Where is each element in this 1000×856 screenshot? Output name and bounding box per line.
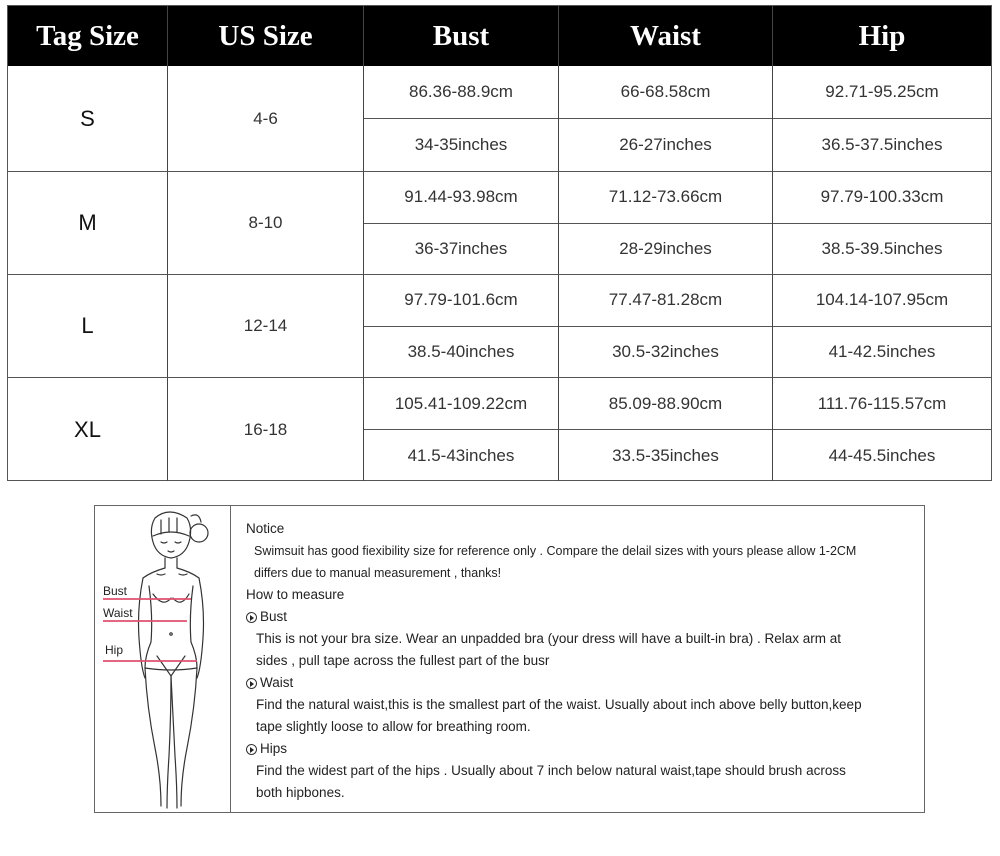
circle-arrow-right-icon bbox=[246, 678, 257, 689]
table-row-s bbox=[8, 66, 991, 172]
waist-inches-cell: 30.5-32inches bbox=[612, 341, 719, 361]
section-title-text: Bust bbox=[260, 609, 288, 624]
waist-inches-cell: 26-27inches bbox=[619, 135, 712, 154]
section-bust-title bbox=[246, 606, 924, 628]
hip-cm-cell: 97.79-100.33cm bbox=[773, 172, 991, 224]
bust-column bbox=[364, 172, 559, 274]
header-tag-size: Tag Size bbox=[8, 6, 168, 66]
header-hip: Hip bbox=[858, 19, 906, 52]
tag-size-cell: XL bbox=[8, 378, 168, 481]
notice-title: Notice bbox=[246, 521, 285, 536]
tag-size-cell: S bbox=[8, 66, 168, 171]
hip-cm-cell: 111.76-115.57cm bbox=[773, 378, 991, 430]
section-title-text: Waist bbox=[260, 675, 294, 690]
bust-inches-cell: 36-37inches bbox=[414, 238, 508, 258]
section-waist-title bbox=[246, 672, 924, 694]
header-us-size: US Size bbox=[168, 6, 364, 66]
waist-column bbox=[559, 378, 773, 481]
how-to-measure-heading: How to measure bbox=[246, 587, 345, 602]
hip-column bbox=[773, 378, 991, 481]
hip-inches-cell: 36.5-37.5inches bbox=[821, 135, 943, 154]
hip-column bbox=[773, 66, 991, 171]
figure-label-bust: Bust bbox=[103, 584, 128, 598]
us-size-cell: 8-10 bbox=[168, 172, 364, 274]
notice-text-panel bbox=[231, 506, 924, 812]
size-chart-table bbox=[7, 5, 992, 481]
bust-inches-cell: 38.5-40inches bbox=[407, 341, 515, 361]
section-waist-line: tape slightly loose to allow for breathing room. bbox=[256, 719, 531, 734]
tag-size-cell: L bbox=[8, 275, 168, 377]
hip-cm-cell: 104.14-107.95cm bbox=[773, 275, 991, 327]
header-waist: Waist bbox=[559, 6, 773, 66]
section-waist-line: Find the natural waist,this is the smallest part of the waist. Usually about inch above belly button,keep bbox=[256, 697, 862, 712]
body-figure-illustration bbox=[95, 506, 231, 812]
section-hips-line: both hipbones. bbox=[256, 785, 345, 800]
table-row-l bbox=[8, 275, 991, 378]
body-figure-panel bbox=[95, 506, 231, 812]
measurement-notice-box bbox=[94, 505, 925, 813]
bust-column bbox=[364, 378, 559, 481]
table-body bbox=[8, 66, 991, 481]
tag-size-cell: M bbox=[8, 172, 168, 274]
table-row-xl bbox=[8, 378, 991, 481]
section-bust-line: sides , pull tape across the fullest part of the busr bbox=[256, 653, 550, 668]
bust-cm-cell: 86.36-88.9cm bbox=[364, 66, 558, 119]
waist-cm-cell: 77.47-81.28cm bbox=[559, 275, 772, 327]
hip-inches-cell: 44-45.5inches bbox=[828, 445, 936, 465]
waist-cm-cell: 85.09-88.90cm bbox=[559, 378, 772, 430]
table-row-m bbox=[8, 172, 991, 275]
us-size-cell: 4-6 bbox=[168, 66, 364, 171]
hip-cm-cell: 92.71-95.25cm bbox=[773, 66, 991, 119]
hip-column bbox=[773, 275, 991, 377]
section-hips-title bbox=[246, 738, 924, 760]
hip-inches-cell: 41-42.5inches bbox=[828, 341, 936, 361]
bust-cm-cell: 91.44-93.98cm bbox=[364, 172, 558, 224]
bust-column bbox=[364, 275, 559, 377]
figure-label-waist: Waist bbox=[103, 606, 133, 620]
waist-column bbox=[559, 172, 773, 274]
waist-cm-cell: 66-68.58cm bbox=[559, 66, 772, 119]
section-hips-line: Find the widest part of the hips . Usually about 7 inch below natural waist,tape should brush across bbox=[256, 763, 846, 778]
waist-column bbox=[559, 66, 773, 171]
notice-line-1: Swimsuit has good fiexibility size for reference only . Compare the delail sizes with yours please allow 1-2CM bbox=[254, 544, 857, 558]
section-title-text: Hips bbox=[260, 741, 288, 756]
waist-column bbox=[559, 275, 773, 377]
circle-arrow-right-icon bbox=[246, 744, 257, 755]
waist-inches-cell: 28-29inches bbox=[619, 238, 712, 258]
bust-inches-cell: 41.5-43inches bbox=[407, 445, 515, 465]
table-header-row bbox=[8, 6, 991, 66]
waist-inches-cell: 33.5-35inches bbox=[612, 445, 719, 465]
header-bust: Bust bbox=[364, 6, 559, 66]
section-bust-line: This is not your bra size. Wear an unpadded bra (your dress will have a built-in bra) . Relax arm at bbox=[256, 631, 842, 646]
bust-inches-cell: 34-35inches bbox=[414, 135, 508, 154]
figure-label-hip: Hip bbox=[105, 643, 124, 657]
hip-column bbox=[773, 172, 991, 274]
hip-inches-cell: 38.5-39.5inches bbox=[821, 238, 943, 258]
circle-arrow-right-icon bbox=[246, 612, 257, 623]
us-size-cell: 16-18 bbox=[168, 378, 364, 481]
waist-cm-cell: 71.12-73.66cm bbox=[559, 172, 772, 224]
bust-column bbox=[364, 66, 559, 171]
bust-cm-cell: 105.41-109.22cm bbox=[364, 378, 558, 430]
bust-cm-cell: 97.79-101.6cm bbox=[364, 275, 558, 327]
notice-line-2: differs due to manual measurement , thanks! bbox=[254, 566, 502, 580]
us-size-cell: 12-14 bbox=[168, 275, 364, 377]
